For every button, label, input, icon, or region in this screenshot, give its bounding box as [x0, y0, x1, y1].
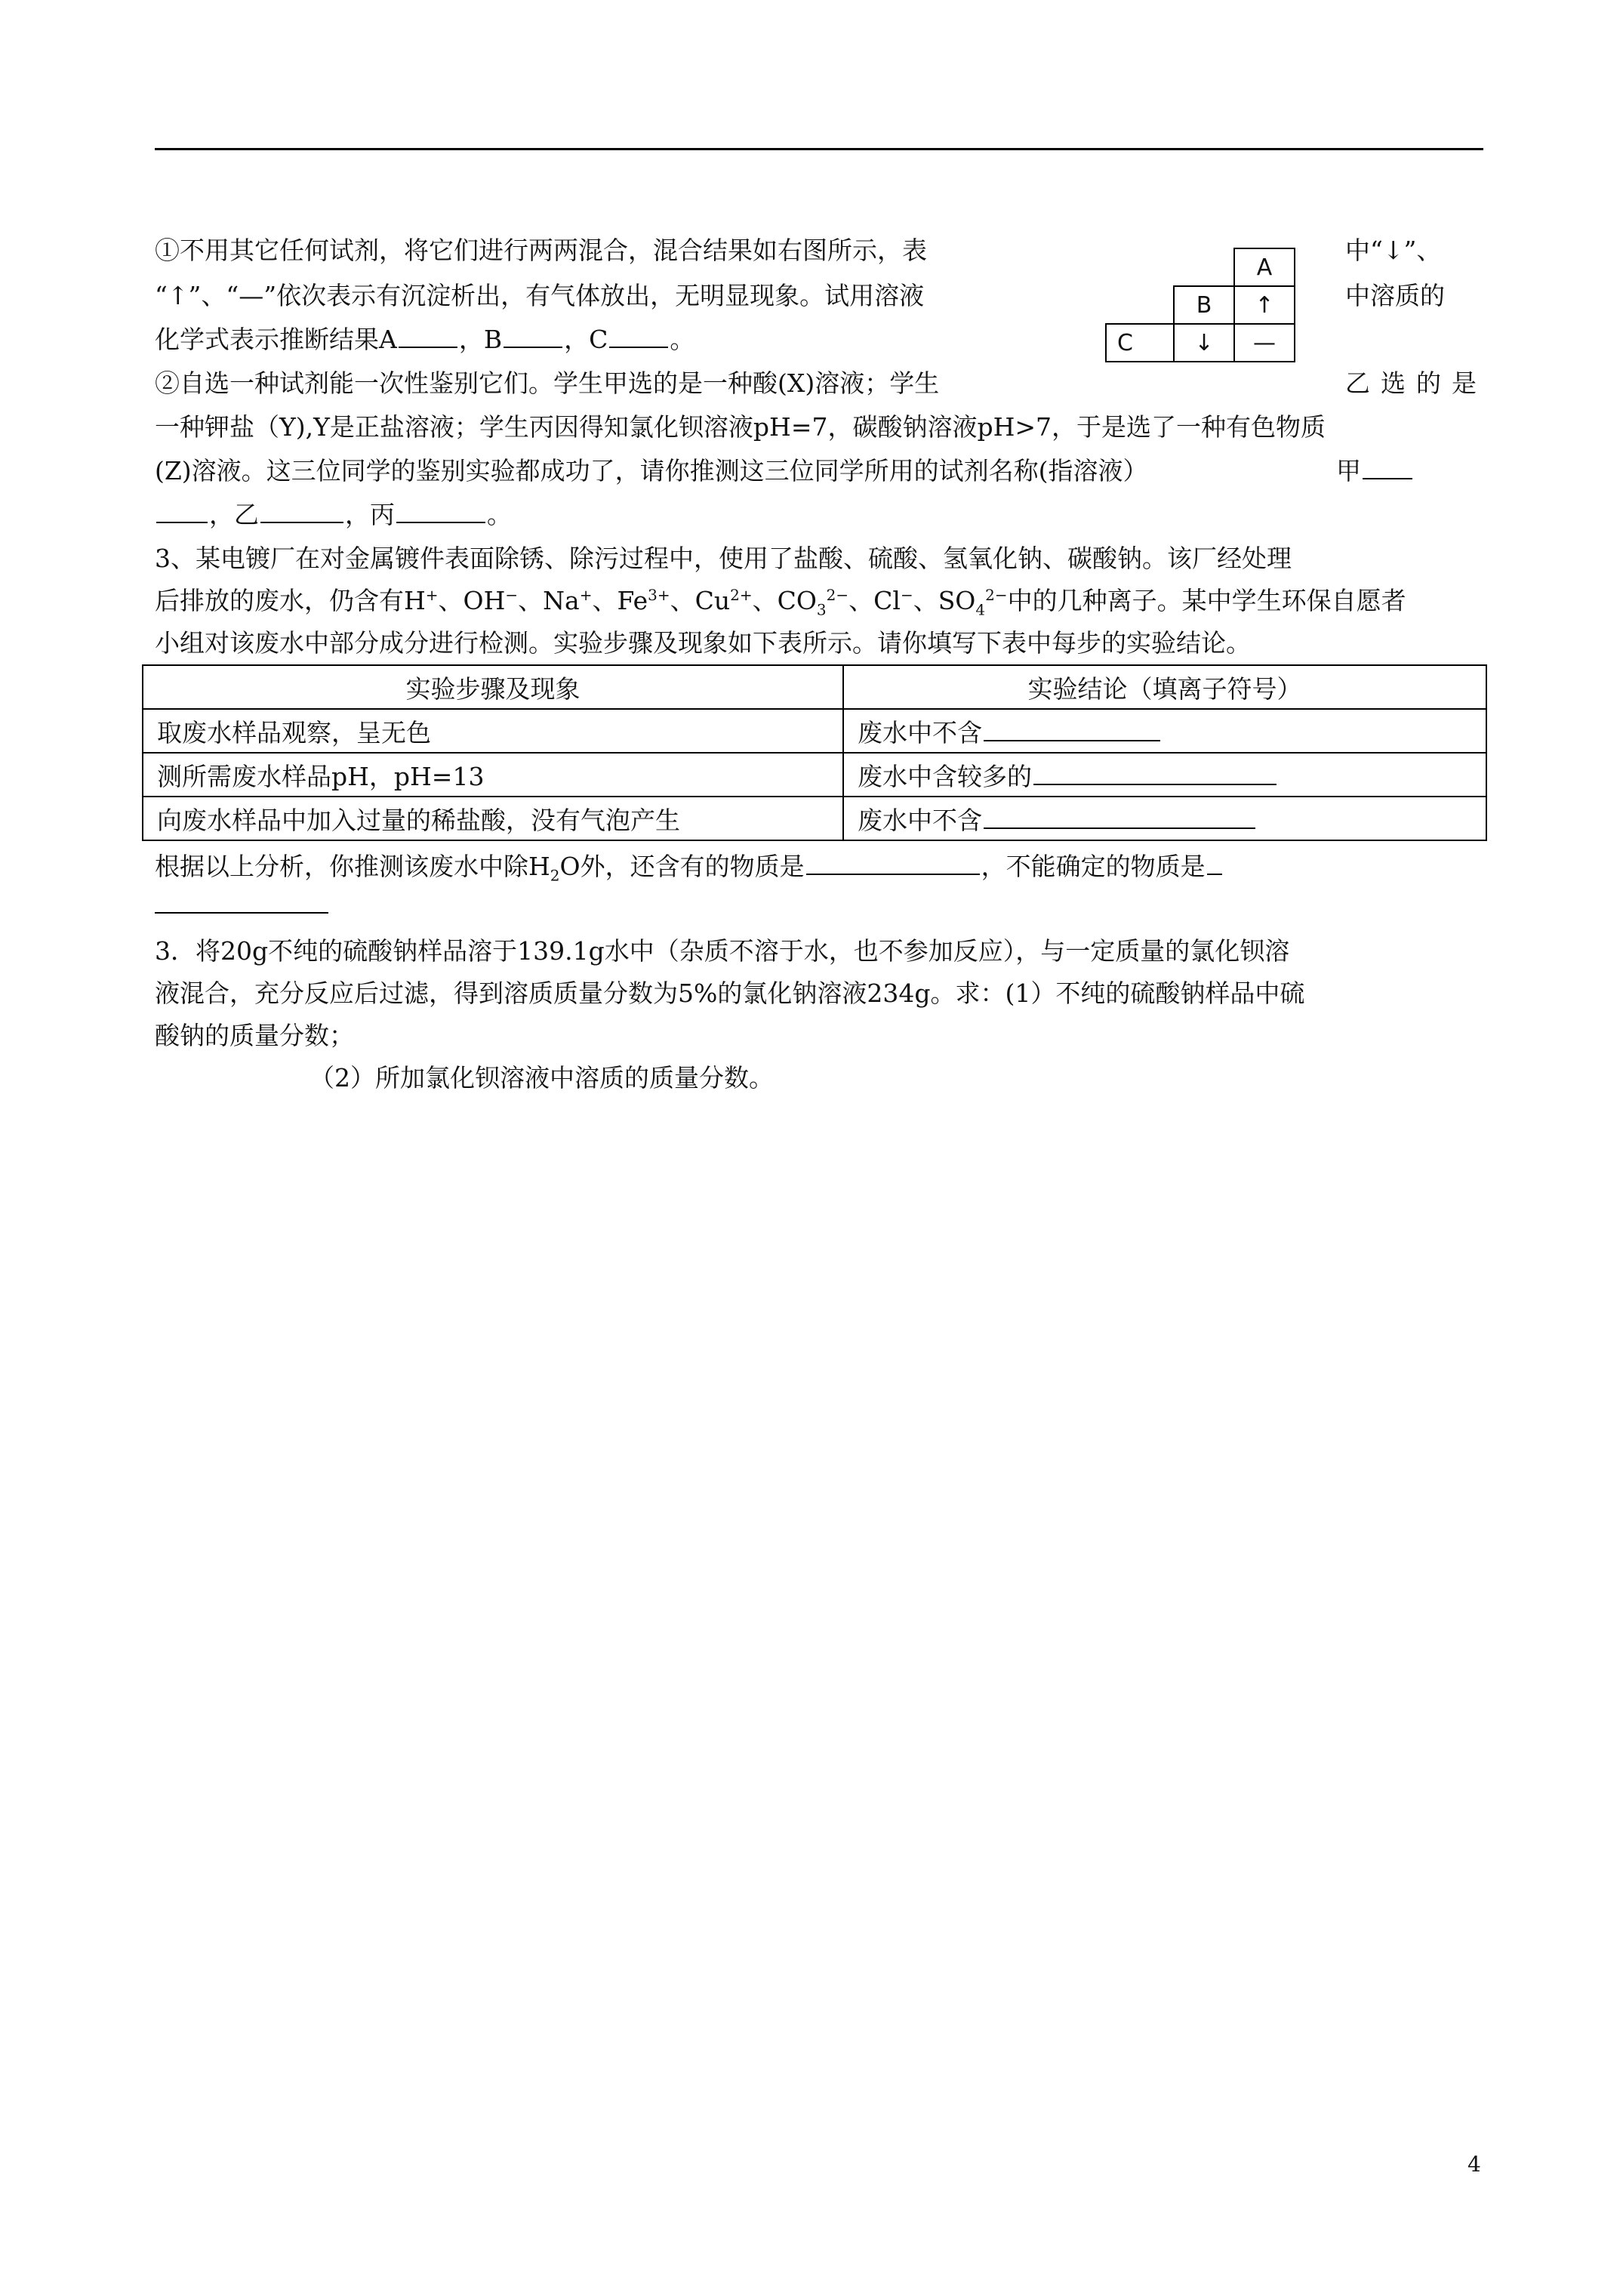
grid-label-c: C — [1105, 323, 1175, 362]
q3-after-table: 根据以上分析，你推测该废水中除$H_2O$外，还含有的物质是 ，不能确定的物质是 — [155, 850, 1224, 883]
blank-jia-part1[interactable] — [1363, 455, 1412, 479]
step-cell: 取废水样品观察，呈无色 — [143, 709, 843, 753]
q3-line-1: 3、某电镀厂在对金属镀件表面除锈、除污过程中，使用了盐酸、硫酸、氢氧化钠、碳酸钠。该厂经处理 — [155, 544, 1292, 573]
q3b-line-1: 3．将20g不纯的硫酸钠样品溶于139.1g水中（杂质不溶于水，也不参加反应），与一定质量的氯化钡溶 — [155, 936, 1290, 966]
q-select-line-3: (Z)溶液。这三位同学的鉴别实验都成功了，请你推测这三位同学所用的试剂名称(指溶液） — [155, 456, 1148, 485]
table-row — [143, 797, 1486, 840]
table-row — [143, 753, 1486, 797]
blank-uncertain-part1[interactable] — [1207, 851, 1222, 875]
header-rule — [155, 148, 1483, 150]
q-mix-line-2-right: 中溶质的 — [1345, 281, 1445, 310]
grid-bc-dash: — — [1233, 323, 1295, 362]
blank-b[interactable] — [504, 324, 562, 348]
header-step: 实验步骤及现象 — [143, 665, 843, 709]
q3b-line-2: 液混合，充分反应后过滤，得到溶质质量分数为5%的氯化钠溶液234g。求：(1）不纯的硫酸钠样品中硫 — [155, 978, 1305, 1008]
q-select-line-4: ，乙 ，丙 。 — [155, 498, 512, 532]
q-select-line-1-right: 乙选的是 — [1345, 368, 1487, 398]
q3b-line-4: （2）所加氯化钡溶液中溶质的质量分数。 — [310, 1063, 774, 1093]
header-conclusion: 实验结论（填离子符号） — [843, 665, 1486, 709]
q3-line-3: 小组对该废水中部分成分进行检测。实验步骤及现象如下表所示。请你填写下表中每步的实验结论。 — [155, 628, 1251, 658]
blank-row1[interactable] — [984, 717, 1160, 741]
q-mix-line-3: 化学式表示推断结果A ，B ，C 。 — [155, 325, 695, 354]
q-select-line-1: ②自选一种试剂能一次性鉴别它们。学生甲选的是一种酸(X)溶液；学生 — [155, 368, 940, 398]
blank-yi[interactable] — [260, 499, 343, 523]
grid-ab-up-arrow-icon: ↑ — [1233, 285, 1295, 325]
conclusion-cell: 废水中含较多的 — [843, 753, 1486, 797]
conclusion-cell: 废水中不含 — [843, 797, 1486, 840]
step-cell: 测所需废水样品pH，pH=13 — [143, 753, 843, 797]
step-cell: 向废水样品中加入过量的稀盐酸，没有气泡产生 — [143, 797, 843, 840]
table-row — [143, 709, 1486, 753]
grid-label-b: B — [1173, 285, 1235, 325]
q-mix-line-2: “↑”、“—”依次表示有沉淀析出，有气体放出，无明显现象。试用溶液 — [155, 281, 925, 310]
blank-a[interactable] — [399, 324, 457, 348]
q-select-jia: 甲 — [1336, 455, 1414, 488]
q-mix-line-1-right: 中“↓”、 — [1345, 236, 1442, 265]
blank-row3[interactable] — [984, 805, 1255, 829]
grid-ac-down-arrow-icon: ↓ — [1173, 323, 1235, 362]
blank-row2[interactable] — [1033, 761, 1277, 785]
experiment-table — [142, 664, 1487, 841]
blank-uncertain-part2[interactable] — [155, 912, 328, 914]
page-number: 4 — [1467, 2152, 1481, 2177]
q3-line-2: 后排放的废水，仍含有H+、OH−、Na+、$Fe^{3+}$、$Cu^{2+}$、$CO_3^{2-}$、Cl−、$SO_4^{2-}$中的几种离子。某中学生环保自愿者 — [155, 586, 1406, 619]
table-header-row — [143, 665, 1486, 709]
blank-bing[interactable] — [396, 499, 485, 523]
blank-jia-part2[interactable] — [156, 499, 208, 523]
q-select-line-2: 一种钾盐（Y),Y是正盐溶液；学生丙因得知氯化钡溶液pH=7，碳酸钠溶液pH>7，于是选了一种有色物质 — [155, 412, 1326, 442]
q-mix-line-1: ①不用其它任何试剂，将它们进行两两混合，混合结果如右图所示，表 — [155, 236, 927, 265]
grid-label-a: A — [1233, 248, 1295, 287]
blank-contained[interactable] — [806, 851, 980, 875]
conclusion-cell: 废水中不含 — [843, 709, 1486, 753]
blank-c[interactable] — [609, 324, 668, 348]
q3b-line-3: 酸钠的质量分数； — [155, 1021, 354, 1050]
